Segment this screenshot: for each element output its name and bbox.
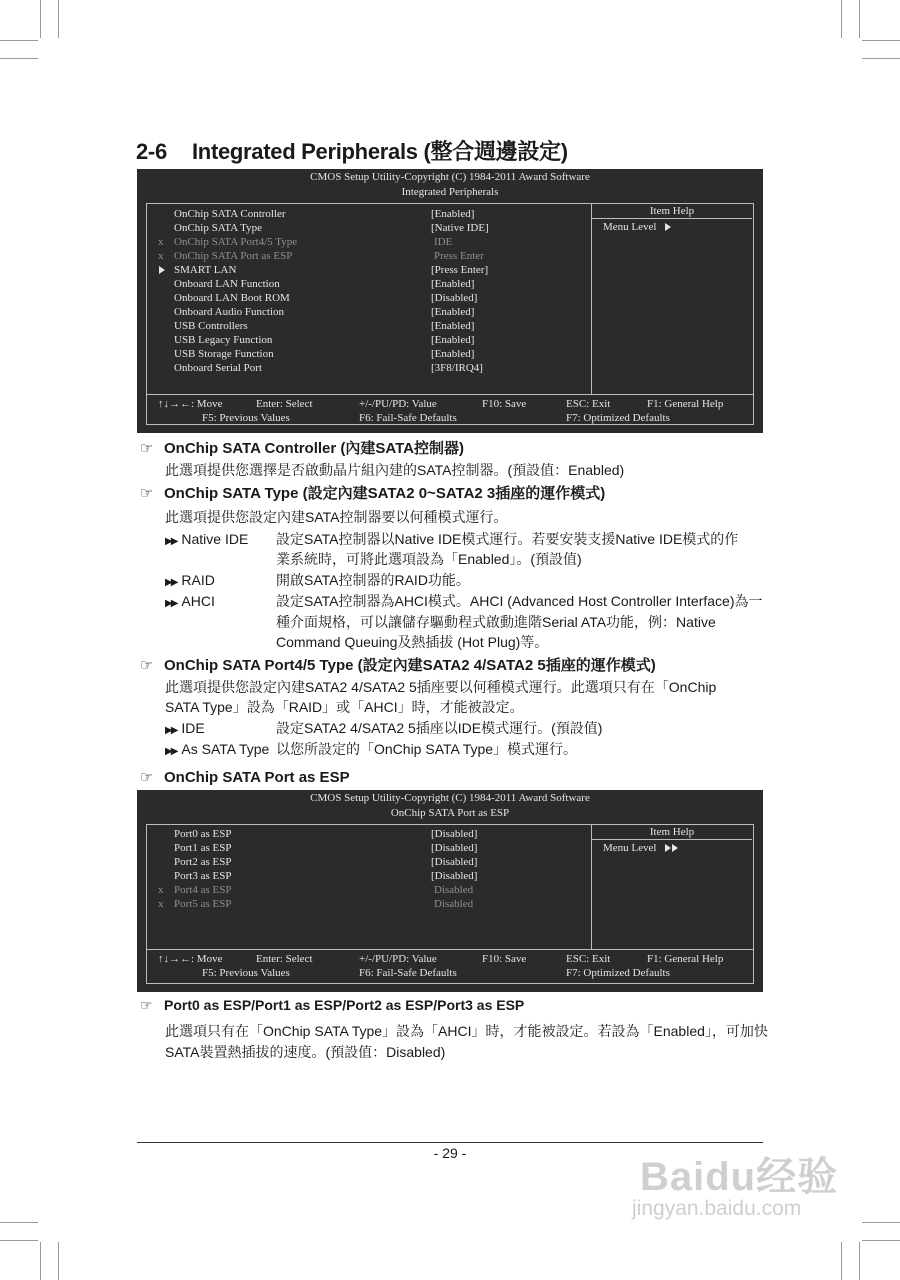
item-help-title: Item Help	[592, 826, 752, 840]
bios-item-label: Port3 as ESP	[174, 870, 232, 882]
double-arrow-icon: ▶▶	[165, 598, 177, 609]
crop-mark	[58, 1242, 59, 1280]
menu-level: Menu Level	[603, 842, 678, 854]
bios-panel	[146, 203, 754, 425]
key-exit: ESC: Exit	[566, 953, 611, 965]
bios-header-copyright: CMOS Setup Utility-Copyright (C) 1984-2011 Award Software	[310, 792, 590, 804]
option-native-ide-desc-1: 設定SATA控制器以Native IDE模式運行。若要安裝支援Native IDE模式的作	[276, 531, 739, 547]
bios-header-page: Integrated Peripherals	[401, 186, 499, 198]
key-save: F10: Save	[482, 398, 527, 410]
disabled-mark: x	[158, 236, 164, 248]
option-native-ide-desc-2: 業系統時，可將此選項設為「Enabled」。(預設值)	[276, 551, 582, 567]
crop-mark	[859, 1242, 860, 1280]
bios-item-label: USB Storage Function	[174, 348, 274, 360]
option-ahci-desc-2: 種介面規格，可以讓儲存驅動程式啟動進階Serial ATA功能，例：Native	[276, 614, 716, 630]
crop-mark	[862, 1240, 900, 1241]
submenu-arrow-icon	[159, 263, 171, 277]
bios-item-label: OnChip SATA Type	[174, 222, 262, 234]
pointing-hand-icon: ☞	[140, 485, 154, 502]
heading-onchip-sata-type: ☞ OnChip SATA Type (設定內建SATA2 0~SATA2 3插座的運作模式)	[140, 485, 606, 502]
pointing-hand-icon: ☞	[140, 657, 154, 674]
bios-item-value: [Enabled]	[431, 208, 475, 220]
bios-item-value: [Disabled]	[431, 870, 478, 882]
desc-port45-type-1: 此選項提供您設定內建SATA2 4/SATA2 5插座要以何種模式運行。此選項只有在「OnChip	[165, 679, 717, 695]
bios-item-label: USB Legacy Function	[174, 334, 273, 346]
bios-item-value: [Enabled]	[431, 306, 475, 318]
bios-item-value: [Disabled]	[431, 842, 478, 854]
bios-item-label: Onboard Serial Port	[174, 362, 262, 374]
disabled-mark: x	[158, 884, 164, 896]
baidu-watermark	[632, 1145, 839, 1220]
crop-mark	[0, 40, 38, 41]
option-ahci-desc-1: 設定SATA控制器為AHCI模式。AHCI (Advanced Host Controller Interface)為一	[276, 593, 763, 609]
desc-port45-type-2: SATA Type」設為「RAID」或「AHCI」時，才能被設定。	[165, 699, 524, 715]
bios-item-label: USB Controllers	[174, 320, 248, 332]
key-value: +/-/PU/PD: Value	[359, 953, 437, 965]
key-exit: ESC: Exit	[566, 398, 611, 410]
bios-item-value: [Disabled]	[431, 292, 478, 304]
option-as-sata-type-desc: 以您所設定的「OnChip SATA Type」模式運行。	[276, 741, 578, 757]
section-title	[136, 135, 568, 166]
bios-item-label: Port2 as ESP	[174, 856, 232, 868]
bios-item-label: Onboard Audio Function	[174, 306, 284, 318]
section-number: 2-6	[136, 139, 167, 164]
key-failsafe-defaults: F6: Fail-Safe Defaults	[359, 412, 457, 424]
key-move: ↑↓→←: Move	[158, 398, 223, 410]
menu-level-arrow-icon	[665, 844, 671, 852]
crop-mark	[40, 0, 41, 38]
bios-item-value: [Enabled]	[431, 278, 475, 290]
bios-column-divider	[591, 825, 592, 949]
key-optimized-defaults: F7: Optimized Defaults	[566, 967, 670, 979]
crop-mark	[862, 58, 900, 59]
bios-item-value: Disabled	[434, 884, 474, 896]
heading-onchip-sata-port45-type: ☞ OnChip SATA Port4/5 Type (設定內建SATA2 4/SATA2 5插座的運作模式)	[140, 657, 656, 674]
option-ide-desc: 設定SATA2 4/SATA2 5插座以IDE模式運行。(預設值)	[276, 720, 603, 736]
bios-item-value: [Disabled]	[431, 828, 478, 840]
bios-footer-divider	[147, 394, 753, 395]
item-help-title: Item Help	[592, 205, 752, 219]
watermark-brand: Baidu经验	[640, 1155, 839, 1199]
key-value: +/-/PU/PD: Value	[359, 398, 437, 410]
option-as-sata-type: ▶▶ As SATA Type	[165, 741, 270, 757]
bios-item-value: [Press Enter]	[431, 264, 489, 276]
heading-onchip-sata-controller: ☞ OnChip SATA Controller (內建SATA控制器)	[140, 440, 464, 457]
bios-item-label: OnChip SATA Port4/5 Type	[174, 236, 298, 248]
bios-item-value: [Native IDE]	[431, 222, 489, 234]
bios-item-value: IDE	[434, 236, 453, 248]
option-ide: ▶▶ IDE	[165, 720, 205, 736]
menu-level-arrow-icon	[672, 844, 678, 852]
key-move: ↑↓→←: Move	[158, 953, 223, 965]
section-title-text: Integrated Peripherals (整合週邊設定)	[192, 139, 568, 164]
key-enter: Enter: Select	[256, 398, 313, 410]
double-arrow-icon: ▶▶	[165, 577, 177, 588]
bios-item-label: Port5 as ESP	[174, 898, 232, 910]
desc-port-as-esp-2: SATA裝置熱插拔的速度。(預設值：Disabled)	[165, 1044, 446, 1060]
option-raid: ▶▶ RAID	[165, 572, 215, 588]
double-arrow-icon: ▶▶	[165, 746, 177, 757]
bios-item-label: OnChip SATA Port as ESP	[174, 250, 293, 262]
bios-item-value: [Enabled]	[431, 334, 475, 346]
key-optimized-defaults: F7: Optimized Defaults	[566, 412, 670, 424]
bios-item-label: SMART LAN	[174, 264, 237, 276]
bios-item-value: [3F8/IRQ4]	[431, 362, 483, 374]
bios-item-label: OnChip SATA Controller	[174, 208, 286, 220]
bios-item-label: Port0 as ESP	[174, 828, 232, 840]
bios-item-label: Onboard LAN Boot ROM	[174, 292, 290, 304]
bios-header-copyright: CMOS Setup Utility-Copyright (C) 1984-2011 Award Software	[310, 171, 590, 183]
bios-item-value: [Enabled]	[431, 348, 475, 360]
pointing-hand-icon: ☞	[140, 997, 153, 1013]
bios-screen-sata-port-as-esp	[137, 790, 763, 992]
crop-mark	[0, 1240, 38, 1241]
menu-level-arrow-icon	[665, 223, 671, 231]
bios-item-label: Port4 as ESP	[174, 884, 232, 896]
key-save: F10: Save	[482, 953, 527, 965]
double-arrow-icon: ▶▶	[165, 725, 177, 736]
bios-item-label: Port1 as ESP	[174, 842, 232, 854]
option-ahci-desc-3: Command Queuing及熱插拔 (Hot Plug)等。	[276, 634, 549, 650]
key-help: F1: General Help	[647, 398, 724, 410]
heading-port0-3-as-esp: ☞ Port0 as ESP/Port1 as ESP/Port2 as ESP/Port3 as ESP	[140, 997, 525, 1013]
footer-divider	[137, 1142, 763, 1143]
key-previous-values: F5: Previous Values	[202, 412, 290, 424]
bios-header-page: OnChip SATA Port as ESP	[390, 807, 510, 819]
key-enter: Enter: Select	[256, 953, 313, 965]
key-help: F1: General Help	[647, 953, 724, 965]
bios-item-label: Onboard LAN Function	[174, 278, 280, 290]
menu-level: Menu Level	[603, 221, 671, 233]
desc-port-as-esp-1: 此選項只有在「OnChip SATA Type」設為「AHCI」時，才能被設定。若設為「Enabled」，可加快	[165, 1023, 768, 1039]
desc-onchip-sata-controller: 此選項提供您選擇是否啟動晶片組內建的SATA控制器。(預設值：Enabled)	[165, 462, 625, 478]
bios-item-value: Disabled	[434, 898, 474, 910]
bios-column-divider	[591, 204, 592, 394]
crop-mark	[862, 1222, 900, 1223]
bios-footer-divider	[147, 949, 753, 950]
crop-mark	[862, 40, 900, 41]
heading-onchip-sata-port-as-esp: ☞ OnChip SATA Port as ESP	[140, 769, 350, 786]
pointing-hand-icon: ☞	[140, 769, 154, 786]
crop-mark	[0, 58, 38, 59]
page-number: - 29 -	[433, 1145, 467, 1161]
crop-mark	[58, 0, 59, 38]
disabled-mark: x	[158, 250, 164, 262]
bios-item-value: [Enabled]	[431, 320, 475, 332]
crop-mark	[40, 1242, 41, 1280]
crop-mark	[0, 1222, 38, 1223]
pointing-hand-icon: ☞	[140, 440, 154, 457]
option-native-ide: ▶▶ Native IDE	[165, 531, 249, 547]
desc-onchip-sata-type: 此選項提供您設定內建SATA控制器要以何種模式運行。	[165, 509, 508, 525]
key-failsafe-defaults: F6: Fail-Safe Defaults	[359, 967, 457, 979]
bios-panel	[146, 824, 754, 984]
bios-item-value: Press Enter	[434, 250, 484, 262]
bios-screen-integrated-peripherals	[137, 169, 763, 433]
option-ahci: ▶▶ AHCI	[165, 593, 215, 609]
crop-mark	[859, 0, 860, 38]
key-previous-values: F5: Previous Values	[202, 967, 290, 979]
double-arrow-icon: ▶▶	[165, 536, 177, 547]
option-raid-desc: 開啟SATA控制器的RAID功能。	[276, 572, 470, 588]
disabled-mark: x	[158, 898, 164, 910]
crop-mark	[841, 0, 842, 38]
crop-mark	[841, 1242, 842, 1280]
bios-item-value: [Disabled]	[431, 856, 478, 868]
watermark-url: jingyan.baidu.com	[632, 1197, 802, 1220]
